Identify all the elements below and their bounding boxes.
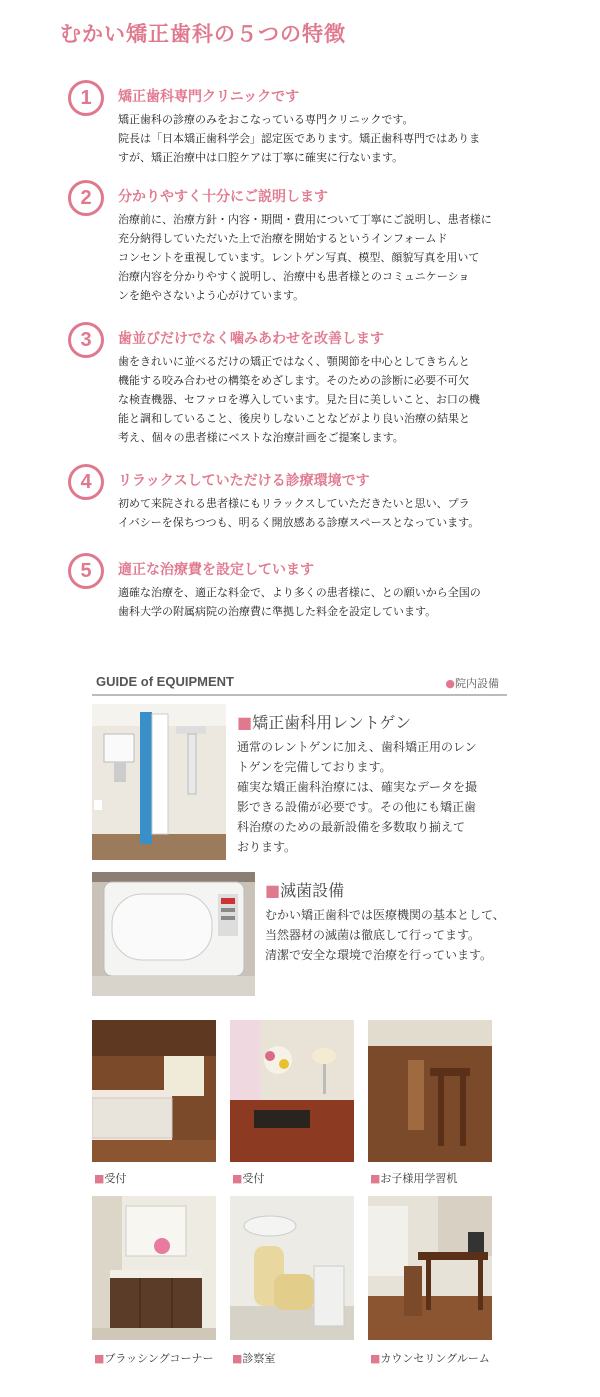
feature-number-badge: 5 <box>68 553 104 589</box>
examination-room-photo <box>230 1196 354 1340</box>
feature-4 <box>68 464 538 534</box>
feature-number-badge: 4 <box>68 464 104 500</box>
feature-title: 分かりやすく十分にご説明します <box>118 189 328 205</box>
feature-1 <box>68 80 538 164</box>
equipment-section-header <box>92 672 507 696</box>
feature-description: 初めて来院される患者様にもリラックスしていただきたいと思い、プラ イバシーを保ちつつも、明るく開放感ある診療スペースとなっています。 <box>118 497 480 529</box>
feature-number-badge: 3 <box>68 322 104 358</box>
page-title: むかい矯正歯科の５つの特徴 <box>60 22 346 46</box>
feature-number-badge: 1 <box>68 80 104 116</box>
kids-study-desk-photo <box>368 1020 492 1162</box>
caption-reception-2: ■受付 <box>232 1172 265 1185</box>
equipment-description-sterilizer: むかい矯正歯科では医療機関の基本として、 当然器材の滅菌は徹底して行ってます。 清潔で安全な環境で治療を行っています。 <box>265 908 505 962</box>
feature-title: 適正な治療費を設定しています <box>118 562 314 578</box>
reception-photo-2 <box>230 1020 354 1162</box>
feature-number-badge: 2 <box>68 180 104 216</box>
caption-kids-study-desk: ■お子様用学習机 <box>370 1172 458 1185</box>
caption-reception-1: ■受付 <box>94 1172 127 1185</box>
caption-examination-room: ■診察室 <box>232 1352 276 1365</box>
feature-description: 矯正歯科の診療のみをおこなっている専門クリニックです。 院長は「日本矯正歯科学会」認定医であります。矯正歯科専門ではありま すが、矯正治療中は口腔ケアは丁寧に確実に行ないます。 <box>118 113 481 164</box>
caption-counseling-room: ■カウンセリングルーム <box>370 1352 490 1365</box>
equipment-title-sterilizer: ■滅菌設備 <box>265 881 345 900</box>
sterilizer-photo <box>92 872 255 996</box>
square-bullet-icon: ■ <box>237 713 253 732</box>
feature-title: 矯正歯科専門クリニックです <box>118 89 300 105</box>
feature-description: 適確な治療を、適正な料金で、より多くの患者様に、との願いから全国の 歯科大学の附属病院の治療費に準拠した料金を設定しています。 <box>118 586 481 618</box>
feature-description: 歯をきれいに並べるだけの矯正ではなく、顎関節を中心としてきちんと 機能する咬み合わせの構築をめざします。そのための診断に必要不可欠 な検査機器、セファロを導入しています。見た目に美しいこと、お口の機 能と調和していること、後戻りしないことなどがより良い治療の結果と 考え、個々の患者様にベストな治療計画をご提案します。 <box>118 355 480 444</box>
feature-description: 治療前に、治療方針・内容・期間・費用について丁寧にご説明し、患者様に 充分納得していただいた上で治療を開始するというインフォームド コンセントを重視しています。レントゲン写真、模型、顔貌写真を用いて 治療内容を分かりやすく説明し、治療中も患者様とのコミュニケーショ ンを絶やさないよう心がけています。 <box>118 213 492 302</box>
counseling-room-photo <box>368 1196 492 1340</box>
feature-title: リラックスしていただける診療環境です <box>118 473 370 489</box>
equipment-description-xray: 通常のレントゲンに加え、歯科矯正用のレン トゲンを完備しております。 確実な矯正歯科治療には、確実なデータを撮 影できる設備が必要です。その他にも矯正歯 科治療のための最新設備を多数取り揃えて おります。 <box>237 740 478 854</box>
feature-3 <box>68 322 538 447</box>
equipment-title-xray: ■矯正歯科用レントゲン <box>237 713 412 732</box>
equipment-section-subtitle: ●院内設備 <box>445 677 499 690</box>
dot-icon: ● <box>445 677 455 690</box>
caption-brushing-corner: ■ブラッシングコーナー <box>94 1352 214 1365</box>
xray-machine-photo <box>92 704 226 860</box>
feature-title: 歯並びだけでなく噛みあわせを改善します <box>118 331 384 347</box>
equipment-section-title: GUIDE of EQUIPMENT <box>96 674 234 689</box>
square-bullet-icon: ■ <box>265 881 281 900</box>
reception-photo-1 <box>92 1020 216 1162</box>
feature-2 <box>68 180 538 305</box>
brushing-corner-photo <box>92 1196 216 1340</box>
feature-5 <box>68 553 538 623</box>
